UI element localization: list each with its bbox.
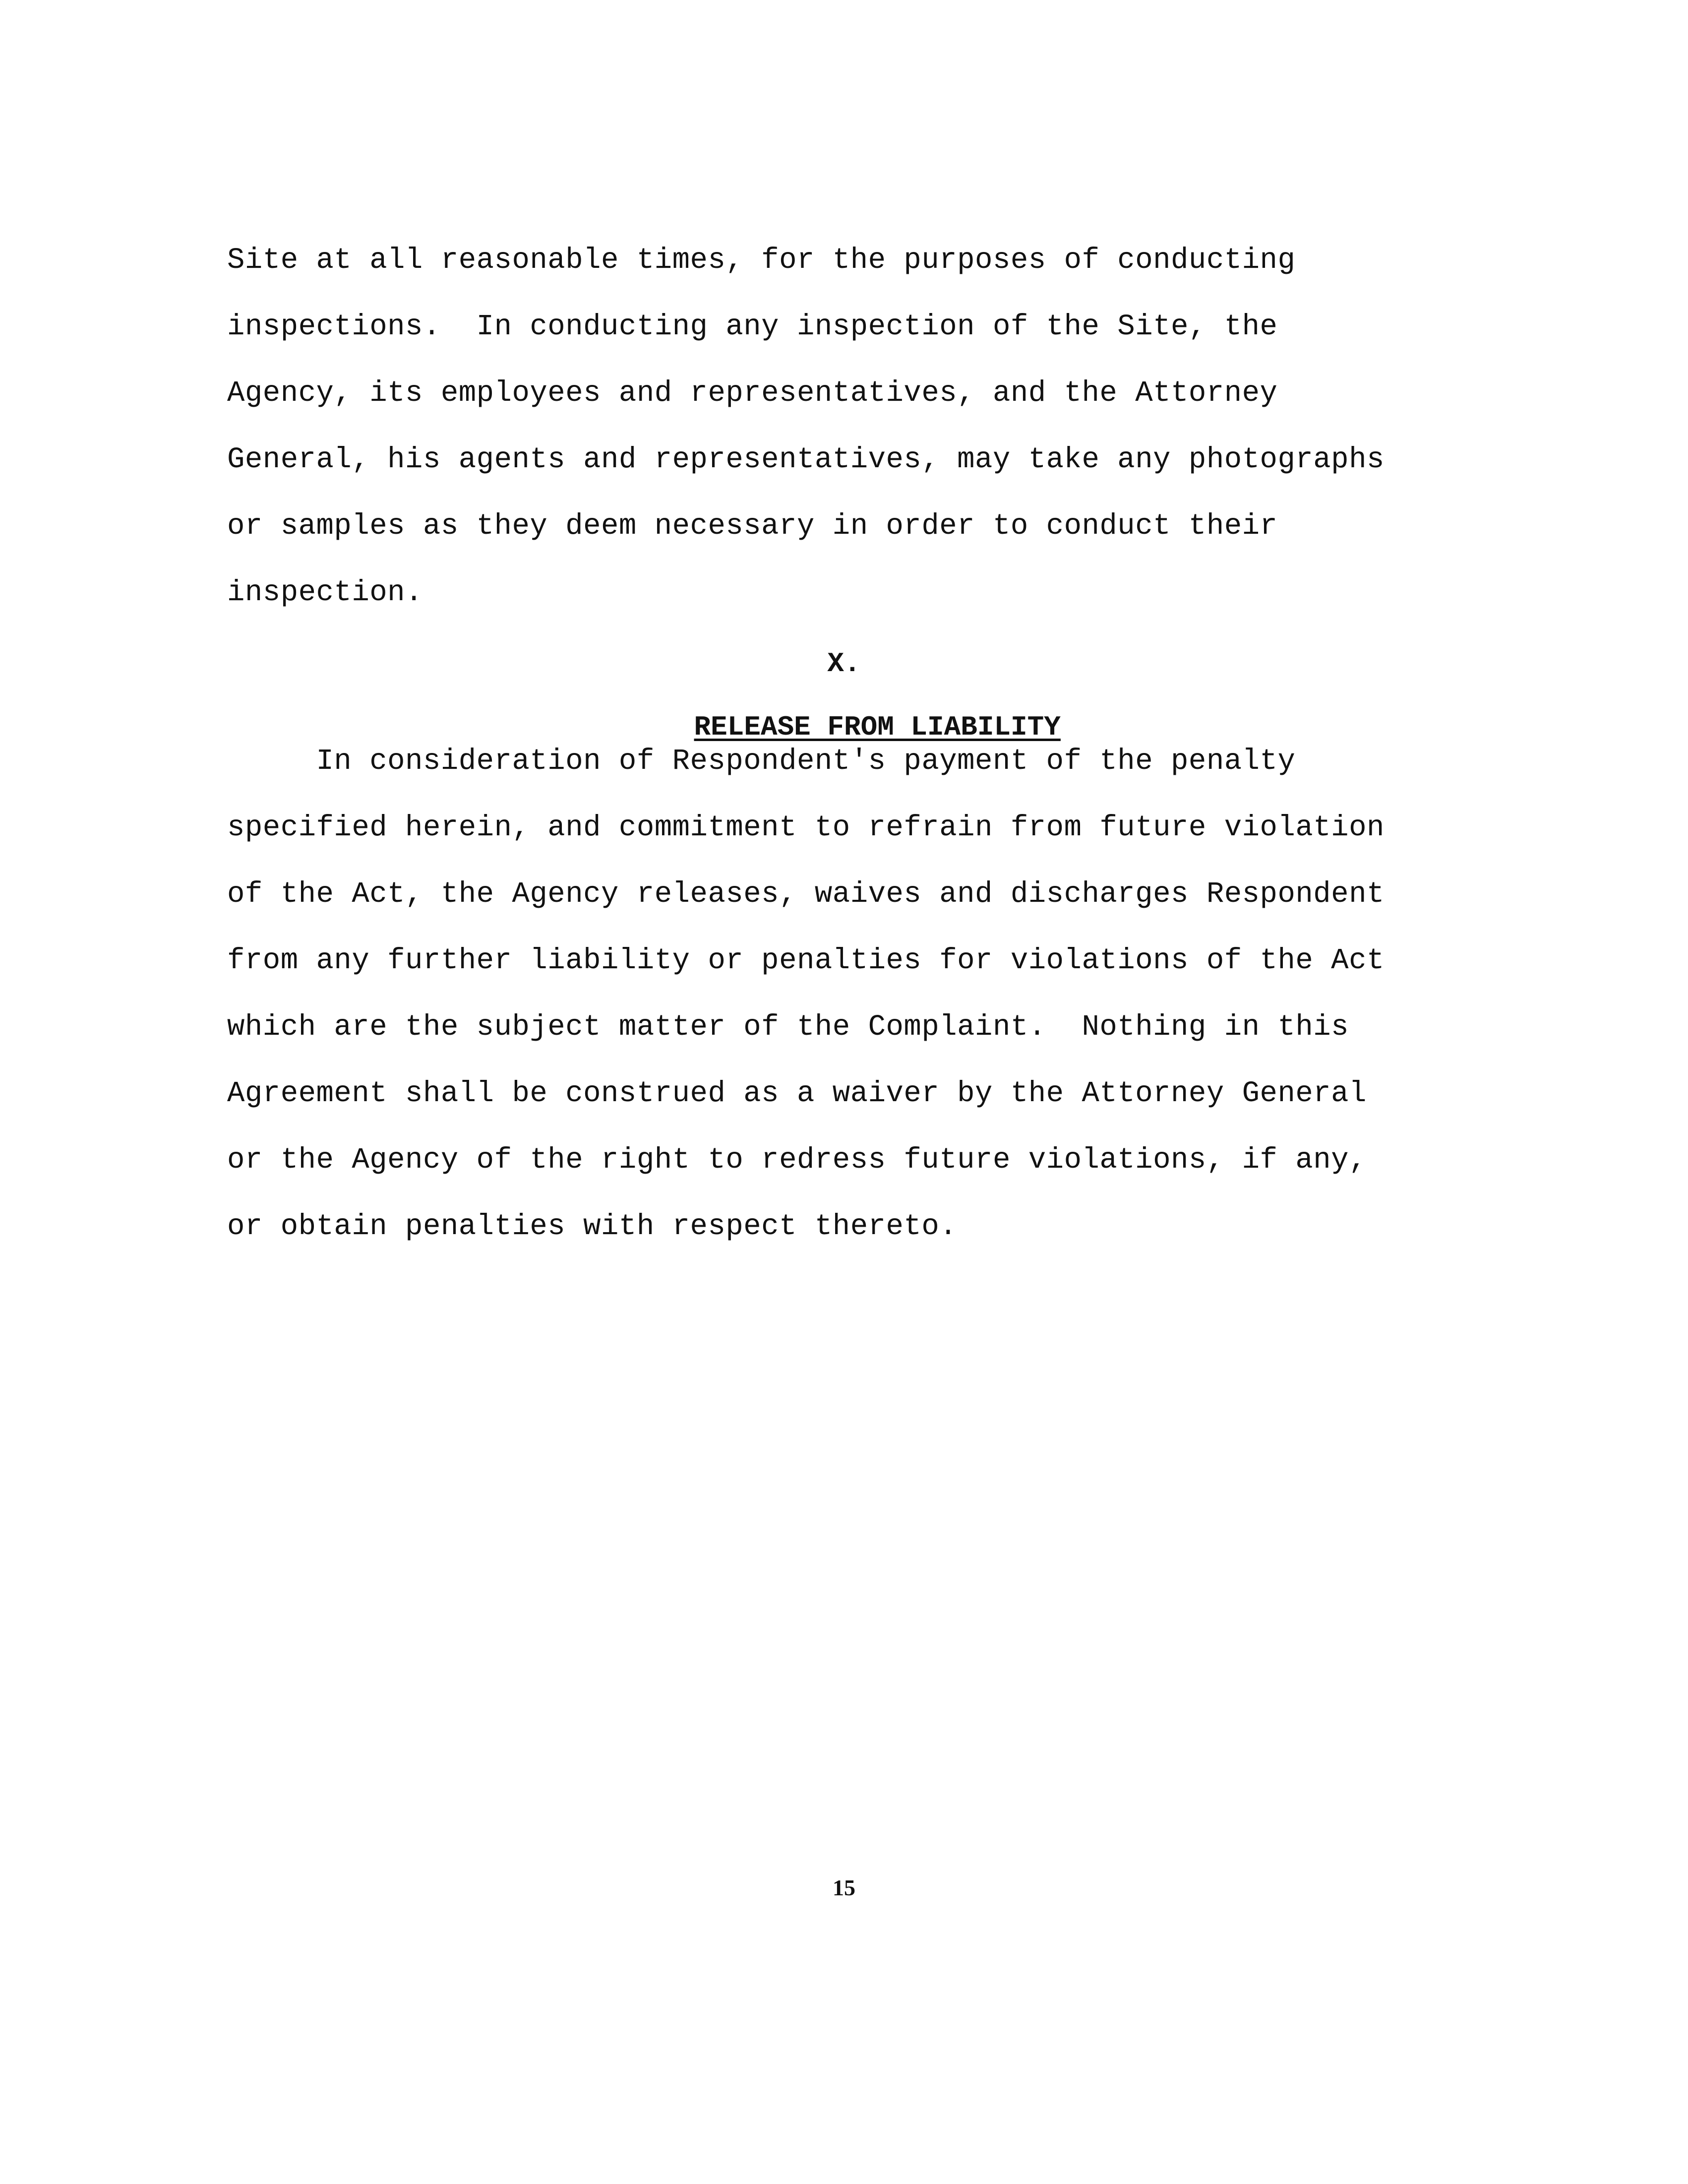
text-line: General, his agents and representatives, may take any photographs xyxy=(227,443,1385,476)
text-line: In consideration of Respondent's payment of the penalty xyxy=(227,745,1296,778)
text-line: or samples as they deem necessary in order to conduct their xyxy=(227,509,1278,543)
text-line: Agreement shall be construed as a waiver by the Attorney General xyxy=(227,1077,1367,1110)
text-line: Agency, its employees and representatives, and the Attorney xyxy=(227,376,1278,410)
section-title-text: RELEASE FROM LIABILITY xyxy=(694,711,1061,743)
text-line: or the Agency of the right to redress future violations, if any, xyxy=(227,1143,1367,1177)
text-line: specified herein, and commitment to refrain from future violation xyxy=(227,811,1385,844)
text-line: of the Act, the Agency releases, waives and discharges Respondent xyxy=(227,877,1385,911)
text-line: from any further liability or penalties for violations of the Act xyxy=(227,944,1385,977)
text-line: which are the subject matter of the Complaint. Nothing in this xyxy=(227,1010,1349,1044)
text-line: inspection. xyxy=(227,576,423,609)
text-line: inspections. In conducting any inspection of the Site, the xyxy=(227,310,1278,343)
text-line: or obtain penalties with respect thereto. xyxy=(227,1210,958,1243)
text-line: Site at all reasonable times, for the purposes of conducting xyxy=(227,244,1296,277)
section-number: X. xyxy=(827,648,861,680)
page-number: 15 xyxy=(833,1875,855,1900)
